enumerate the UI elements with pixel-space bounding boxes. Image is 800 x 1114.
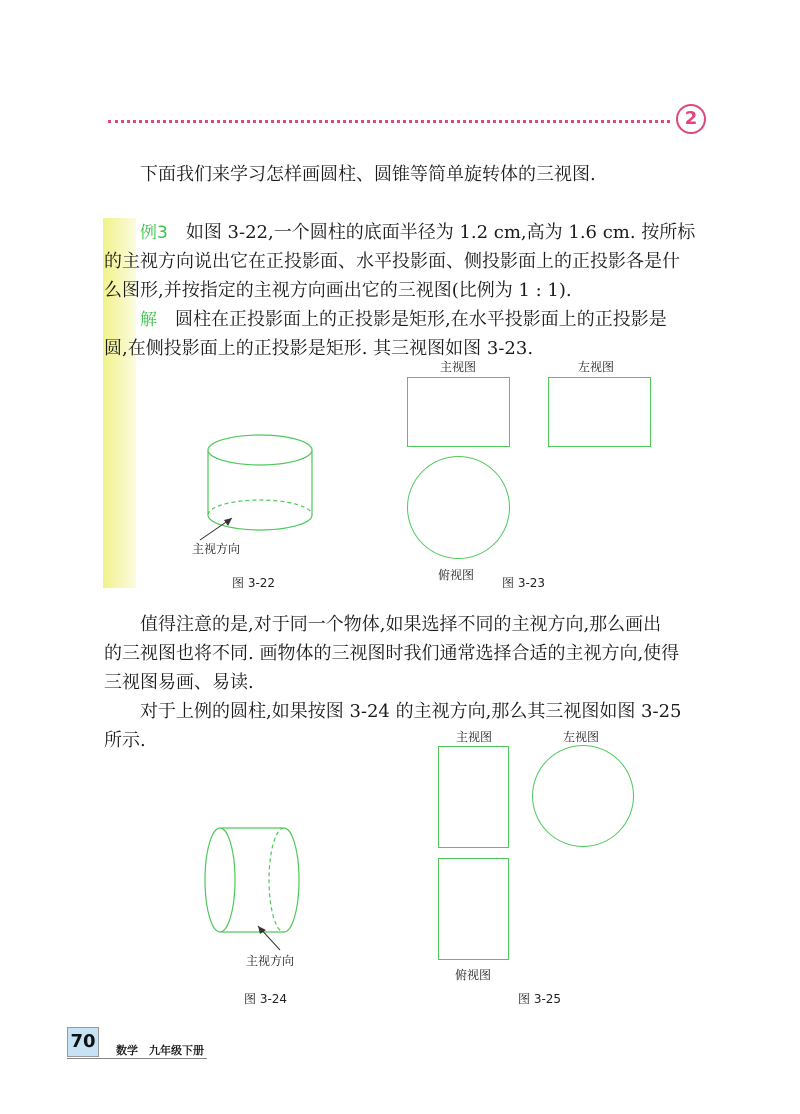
intro-text: 下面我们来学习怎样画圆柱、圆锥等简单旋转体的三视图. [140,164,596,185]
example-text-1: 如图 3-22,一个圆柱的底面半径为 1.2 cm,高为 1.6 cm. 按所标 [185,222,696,243]
fig323-caption: 图 3-23 [502,576,546,590]
fig323-top-label: 俯视图 [438,568,475,582]
solution-line-1 [104,305,667,335]
fig323-left-label: 左视图 [578,360,615,374]
solution-line-2: 圆,在侧投影面上的正投影是矩形. 其三视图如图 3-23. [104,338,534,359]
figure-3-24-cylinder [200,826,310,966]
fig322-caption: 图 3-22 [232,576,276,590]
note-line-2: 的三视图也将不同. 画物体的三视图时我们通常选择合适的主视方向,使得 [104,643,680,664]
page-number: 70 [67,1027,99,1057]
fig324-caption: 图 3-24 [244,992,288,1006]
footer-book-title: 数学 九年级下册 [116,1044,204,1057]
fig323-front-label: 主视图 [440,360,477,374]
fig325-left-view-circle [532,745,634,847]
example-line-1 [104,218,704,248]
fig325-front-view-rect [438,746,509,848]
fig325-left-label: 左视图 [563,730,600,744]
para2-line-2: 所示. [104,730,146,751]
fig325-front-label: 主视图 [456,730,493,744]
fig322-arrow-label: 主视方向 [192,542,241,556]
note-line-3: 三视图易画、易读. [104,672,254,693]
para2-line-1 [104,697,681,726]
note-line-1 [104,610,661,639]
note-text-1: 值得注意的是,对于同一个物体,如果选择不同的主视方向,那么画出 [140,614,662,635]
header-dotted-rule [108,120,670,123]
solution-tag: 解 [140,310,157,330]
fig325-caption: 图 3-25 [518,992,562,1006]
chapter-number-badge: 2 [676,104,706,134]
fig323-top-view-circle [407,456,510,559]
fig323-left-view-rect [548,377,651,447]
footer-rule [67,1058,207,1059]
example-line-2: 的主视方向说出它在正投影面、水平投影面、侧投影面上的正投影各是什 [104,251,680,272]
solution-text-1: 圆柱在正投影面上的正投影是矩形,在水平投影面上的正投影是 [175,309,667,330]
example-tag: 例3 [140,223,168,243]
fig323-front-view-rect [407,377,510,447]
fig325-top-label: 俯视图 [455,968,492,982]
fig325-top-view-rect [438,858,509,960]
intro-paragraph [104,160,596,189]
fig324-arrow-label: 主视方向 [246,954,295,968]
para2-text-1: 对于上例的圆柱,如果按图 3-24 的主视方向,那么其三视图如图 3-25 [140,701,682,722]
example-line-3: 么图形,并按指定的主视方向画出它的三视图(比例为 1 : 1). [104,280,572,301]
